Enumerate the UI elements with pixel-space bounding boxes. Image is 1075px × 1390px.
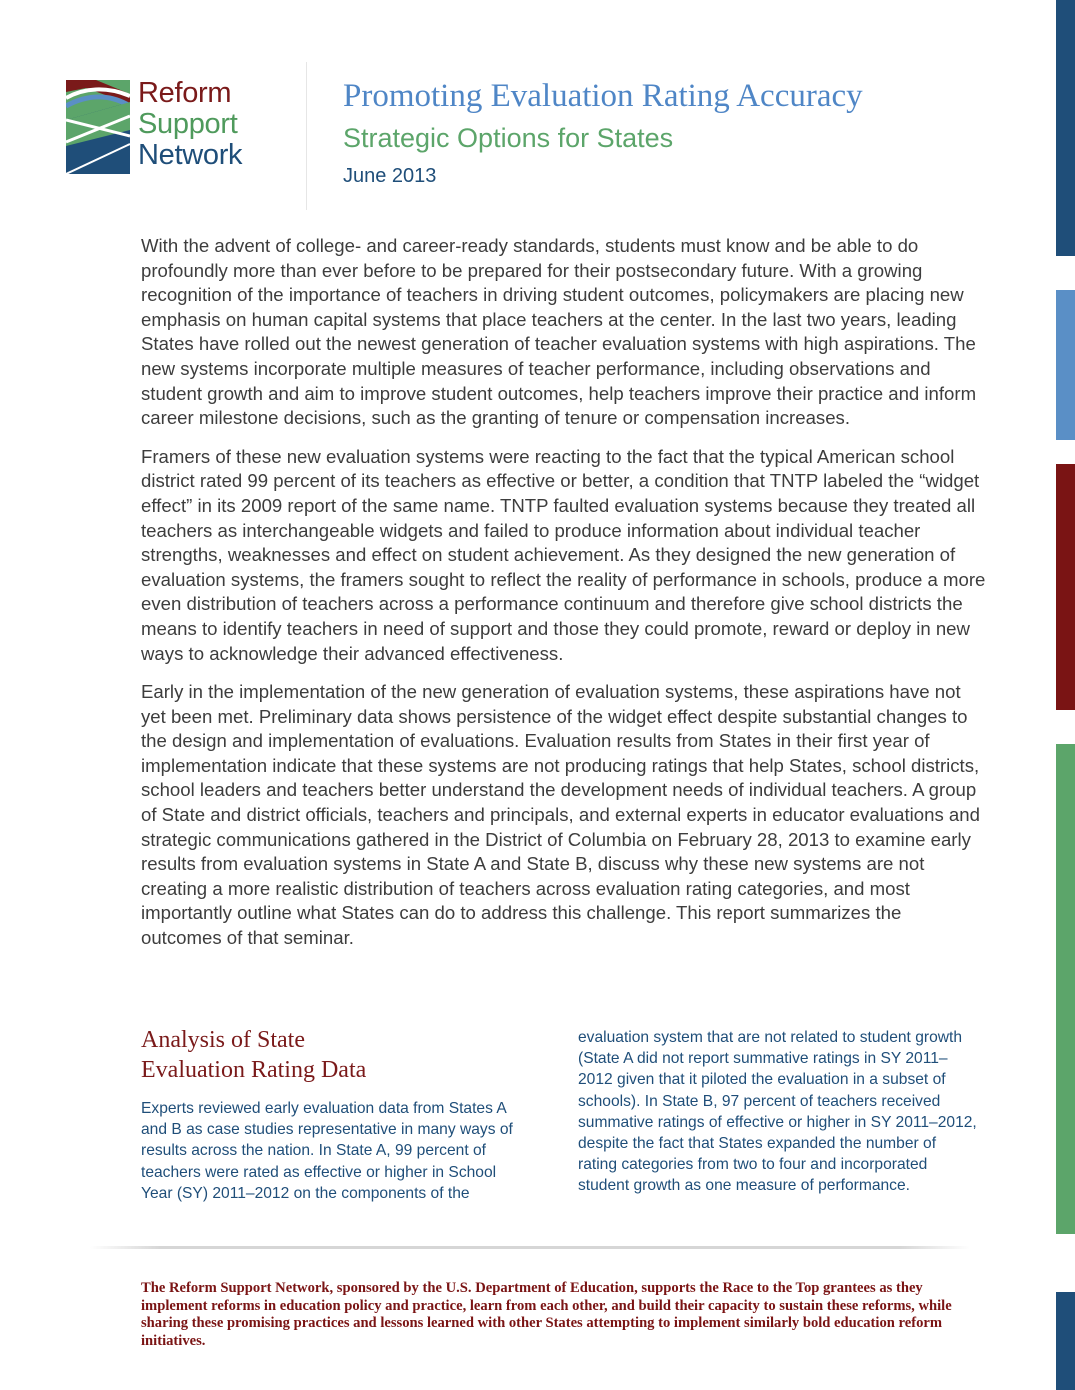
body-paragraph-1: With the advent of college- and career-ready standards, students must know and be able to do profoundly more than ever before to be prepared for their postsecondary future. With a growing recognition of the importance of teachers in driving student outcomes, policymakers are placing new emphasis on human capital systems that place teachers at the center. In the last two years, leading States have rolled out the newest generation of teacher evaluation systems with high aspirations. The new systems incorporate multiple measures of teacher performance, including observations and student growth and aim to improve student outcomes, help teachers improve their practice and inform career milestone decisions, such as the granting of tenure or compensation increases. — [141, 235, 977, 429]
analysis-right-column: evaluation system that are not related to student growth (State A did not report summative ratings in SY 2011–2012 given that it piloted the evaluation in a subset of schools). In State B, 97 percent of teachers received summative ratings of effective or higher in SY 2011–2012, despite the fact that States expanded the number of rating categories from two to four and incorporated student growth as one measure of performance. — [578, 1029, 977, 1195]
body-text — [141, 234, 986, 965]
analysis-heading-line-1: Analysis of State — [141, 1027, 305, 1053]
body-paragraph-3: Early in the implementation of the new generation of evaluation systems, these aspirations have not yet been met. Preliminary data shows persistence of the widget effect despite substantial changes to the design and implementation of evaluations. Evaluation results from States in their first year of implementation indicate that these systems are not producing ratings that help States, school districts, school leaders and teachers better understand the development needs of individual teachers. A group of State and district officials, teachers and principals, and external experts in educator evaluations and strategic communications gathered in the District of Columbia on February 28, 2013 to examine early results from evaluation systems in State A and State B, discuss why these new systems are not creating a more realistic distribution of teachers across evaluation rating categories, and most importantly outline what States can do to address this challenge. This report summarizes the outcomes of that seminar. — [141, 681, 980, 949]
publication-date: June 2013 — [343, 165, 437, 187]
document-title: Promoting Evaluation Rating Accuracy — [343, 78, 863, 114]
edge-bar-navy-bottom — [1056, 1292, 1075, 1390]
analysis-heading — [141, 1025, 531, 1085]
edge-bar-navy-top — [1056, 0, 1075, 256]
brand-word-support: Support — [138, 108, 238, 140]
brand-wordmark — [138, 78, 242, 171]
brand-word-reform: Reform — [138, 77, 232, 109]
reform-support-network-logo-icon — [66, 80, 130, 174]
analysis-left-column: Experts reviewed early evaluation data from States A and B as case studies representative in many ways of results across the nation. In State A, 99 percent of teachers were rated as effective or higher in School Year (SY) 2011–2012 on the components of the — [141, 1100, 513, 1202]
document-subtitle: Strategic Options for States — [343, 123, 674, 153]
header-divider — [306, 62, 307, 210]
footer-statement: The Reform Support Network, sponsored by the U.S. Department of Education, supports the Race to the Top grantees as they implement reforms in education policy and practice, learn from each other, and build their capacity to sustain these reforms, while sharing these promising practices and lessons learned with other States attempting to implement similarly bold education reform initiatives. — [141, 1280, 952, 1349]
edge-bar-green — [1056, 744, 1075, 1234]
edge-bar-maroon — [1056, 464, 1075, 710]
footer-divider — [90, 1246, 970, 1249]
brand-word-network: Network — [138, 139, 243, 171]
edge-bar-blue — [1056, 290, 1075, 440]
body-paragraph-2: Framers of these new evaluation systems were reacting to the fact that the typical American school district rated 99 percent of its teachers as effective or better, a condition that TNTP labeled the “widget effect” in its 2009 report of the same name. TNTP faulted evaluation systems because they treated all teachers as interchangeable widgets and failed to produce information about individual teacher strengths, weaknesses and effect on student achievement. As they designed the new generation of evaluation systems, the framers sought to reflect the reality of performance in schools, produce a more even distribution of teachers across a performance continuum and therefore give school districts the means to identify teachers in need of support and those they could promote, reward or deploy in new ways to acknowledge their advanced effectiveness. — [141, 445, 986, 664]
analysis-heading-line-2: Evaluation Rating Data — [141, 1057, 367, 1083]
